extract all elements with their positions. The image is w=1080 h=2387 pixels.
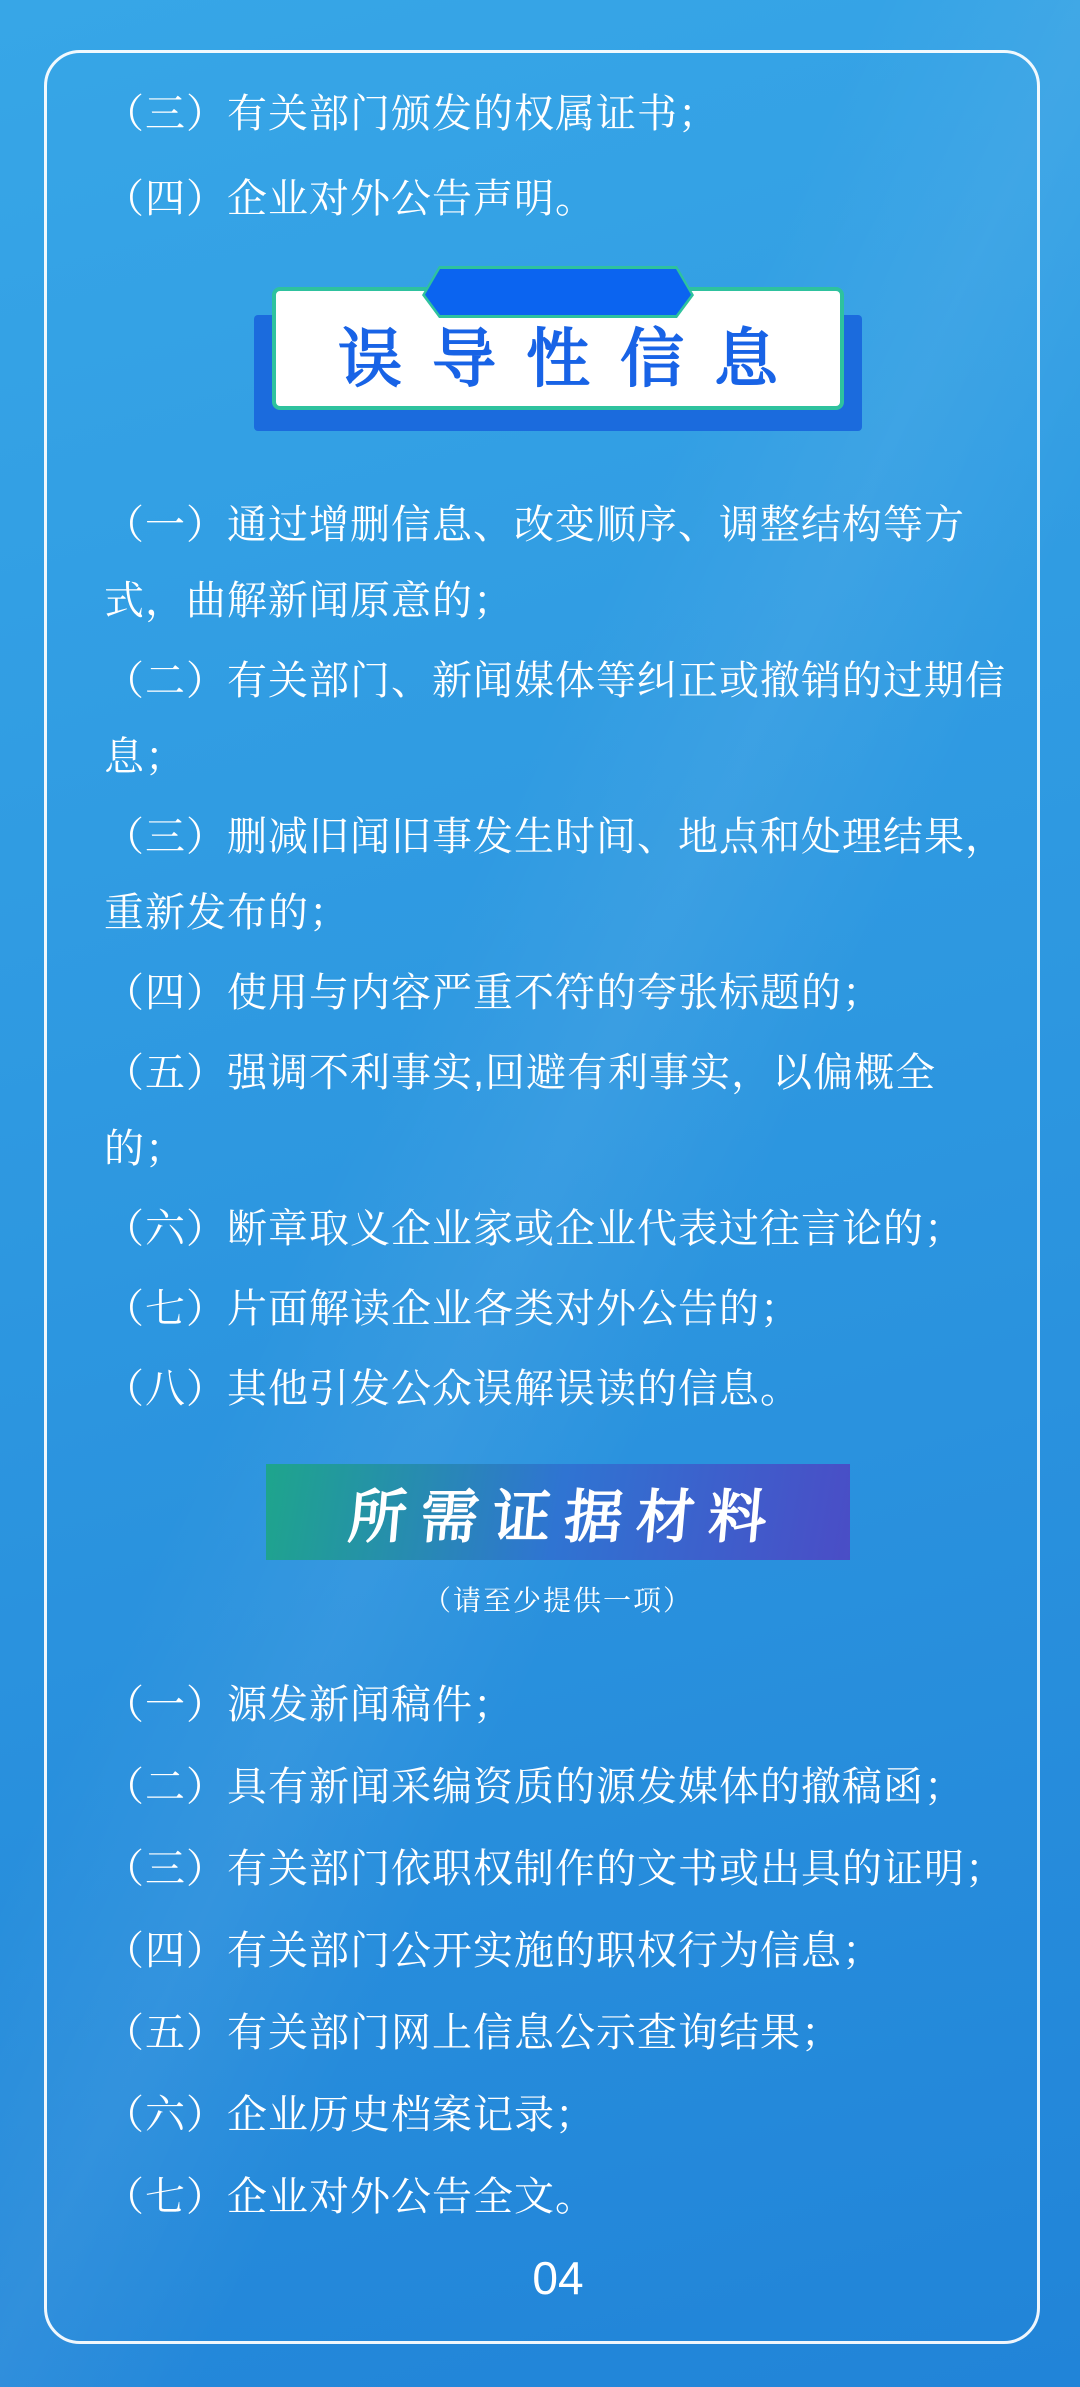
list-item	[104, 1913, 1012, 1989]
evidence-list	[104, 1667, 1012, 2235]
list-item-line: （六）断章取义企业家或企业代表过往言论的；	[104, 1207, 965, 1251]
badge-ribbon-fill	[425, 269, 691, 315]
list-item-line: （八）其他引发公众误解误读的信息。	[104, 1367, 801, 1411]
list-item	[104, 799, 1012, 951]
evidence-header	[266, 1464, 850, 1560]
list-item	[104, 2159, 1012, 2235]
list-item	[104, 76, 1012, 152]
page-number: 04	[532, 2252, 584, 2304]
list-item-line: （四）企业对外公告声明。	[104, 177, 596, 221]
list-item	[104, 1667, 1012, 1743]
list-item-line: （七）片面解读企业各类对外公告的；	[104, 1287, 801, 1331]
content	[104, 76, 1012, 2306]
list-item	[104, 1191, 1012, 1267]
list-item-line: 式，曲解新闻原意的；	[104, 579, 514, 623]
list-item	[104, 487, 1012, 639]
list-item-line: （五）有关部门网上信息公示查询结果；	[104, 2011, 842, 2055]
list-item	[104, 643, 1012, 795]
list-item-line: （六）企业历史档案记录；	[104, 2093, 596, 2137]
list-item-line: 的；	[104, 1127, 186, 1171]
list-item-line: （四）使用与内容严重不符的夸张标题的；	[104, 971, 883, 1015]
list-item	[104, 955, 1012, 1031]
list-item	[104, 1995, 1012, 2071]
list-item-line: 重新发布的；	[104, 891, 350, 935]
list-item	[104, 2077, 1012, 2153]
list-item	[104, 1035, 1012, 1187]
list-item-line: （五）强调不利事实,回避有利事实，以偏概全	[104, 1051, 937, 1095]
list-item	[104, 1351, 1012, 1427]
badge-title: 误导性信息	[338, 322, 808, 395]
list-item	[104, 161, 1012, 237]
misleading-info-badge	[272, 287, 844, 410]
list-item-line: （四）有关部门公开实施的职权行为信息；	[104, 1929, 883, 1973]
list-item-line: （三）删减旧闻旧事发生时间、地点和处理结果，	[104, 815, 1006, 859]
list-item-line: （二）有关部门、新闻媒体等纠正或撤销的过期信	[104, 659, 1006, 703]
list-item-line: （七）企业对外公告全文。	[104, 2175, 596, 2219]
list-item	[104, 1271, 1012, 1347]
list-item	[104, 1831, 1012, 1907]
evidence-subtitle: （请至少提供一项）	[422, 1585, 693, 1616]
list-item-line: 息；	[104, 735, 186, 779]
misleading-info-list	[104, 487, 1012, 1427]
list-item-line: （一）通过增删信息、改变顺序、调整结构等方	[104, 503, 965, 547]
list-item-line: （一）源发新闻稿件；	[104, 1683, 514, 1727]
list-item-line: （三）有关部门颁发的权属证书；	[104, 92, 719, 136]
evidence-header-title: 所需证据材料	[345, 1485, 784, 1550]
list-item	[104, 1749, 1012, 1825]
list-item-line: （二）具有新闻采编资质的源发媒体的撤稿函；	[104, 1765, 965, 1809]
badge-ribbon	[422, 266, 694, 318]
list-item-line: （三）有关部门依职权制作的文书或出具的证明；	[104, 1847, 1006, 1891]
continued-list	[104, 76, 1012, 237]
